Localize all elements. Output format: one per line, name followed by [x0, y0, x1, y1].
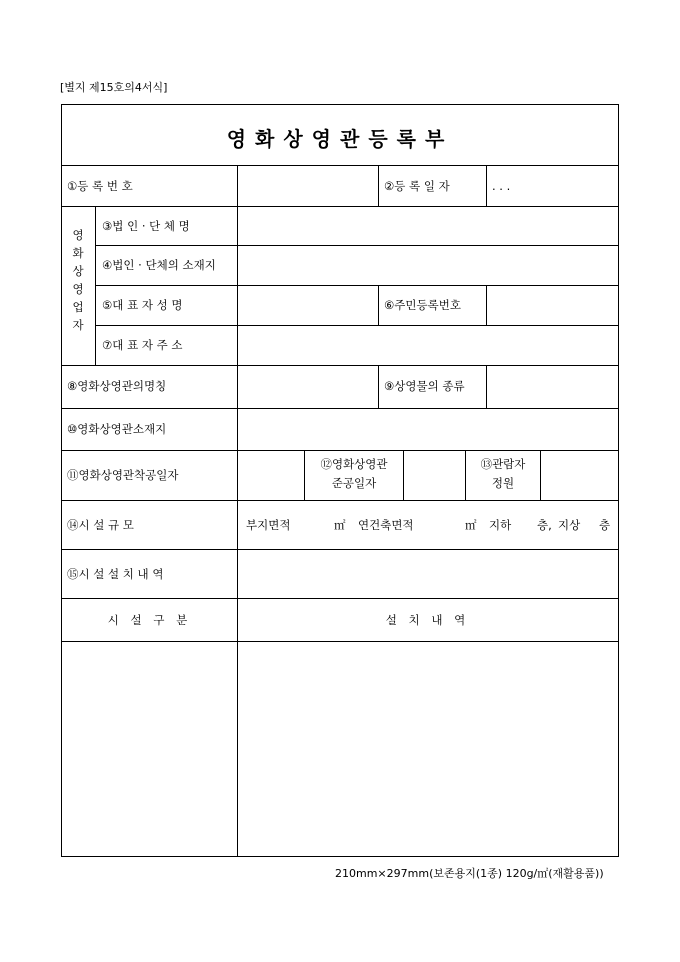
- floor-area-label: 연건축면적: [358, 518, 414, 532]
- column-divider: [237, 165, 238, 856]
- column-divider: [378, 365, 379, 408]
- site-area-label: 부지면적: [246, 518, 291, 532]
- capacity-label-line2: 정원: [491, 476, 515, 490]
- column-divider: [486, 285, 487, 325]
- divider: [62, 450, 618, 451]
- m2-unit: ㎡: [334, 518, 346, 532]
- divider: [62, 365, 618, 366]
- completion-date-label-line2: 준공일자: [331, 476, 377, 490]
- representative-name-label: ⑤대 표 자 성 명: [102, 298, 183, 312]
- facility-scale-label: ⑭시 설 규 모: [67, 518, 134, 532]
- divider: [62, 500, 618, 501]
- divider: [95, 325, 618, 326]
- column-divider: [95, 206, 96, 365]
- registry-form: [61, 104, 619, 857]
- column-divider: [378, 285, 379, 325]
- cinema-name-label: ⑧영화상영관의명칭: [67, 379, 167, 393]
- form-number-label: [별지 제15호의4서식]: [60, 81, 168, 94]
- divider: [95, 285, 618, 286]
- above-ground-label: 지상: [558, 518, 581, 532]
- representative-address-label: ⑦대 표 자 주 소: [102, 338, 183, 352]
- column-divider: [486, 165, 487, 206]
- corporation-address-label: ④법인 · 단체의 소재지: [102, 258, 216, 272]
- completion-date-label-line1: ⑫영화상영관: [320, 457, 388, 471]
- floor-unit: 층,: [537, 518, 552, 532]
- corporation-name-label: ③법 인 · 단 체 명: [102, 219, 190, 233]
- divider: [95, 245, 618, 246]
- column-divider: [378, 165, 379, 206]
- operator-group-label: 영 화 상 영 업 자: [72, 228, 84, 332]
- m2-unit: ㎡: [465, 518, 477, 532]
- paper-spec-footer: 210mm×297mm(보존용지(1종) 120g/㎡(재활용품)): [335, 867, 604, 880]
- form-title: 영화상영관등록부: [226, 127, 454, 151]
- registration-date-value: . . .: [492, 179, 511, 193]
- divider: [62, 549, 618, 550]
- divider: [62, 641, 618, 642]
- divider: [62, 165, 618, 166]
- column-divider: [486, 365, 487, 408]
- screening-type-label: ⑨상영물의 종류: [384, 379, 465, 393]
- capacity-label-line1: ⑬관람자: [480, 457, 526, 471]
- resident-number-label: ⑥주민등록번호: [384, 298, 461, 312]
- facility-details-label: ⑮시 설 설 치 내 역: [67, 567, 164, 581]
- facility-category-header: 시 설 구 분: [107, 613, 192, 627]
- installation-details-header: 설 치 내 역: [385, 613, 470, 627]
- construction-start-label: ⑪영화상영관착공일자: [67, 468, 179, 482]
- registration-date-label: ②등 록 일 자: [384, 179, 450, 193]
- divider: [62, 206, 618, 207]
- cinema-address-label: ⑩영화상영관소재지: [67, 422, 167, 436]
- registration-number-label: ①등 록 번 호: [67, 179, 133, 193]
- basement-label: 지하: [489, 518, 512, 532]
- divider: [62, 598, 618, 599]
- floor-unit: 층: [599, 518, 611, 532]
- divider: [62, 408, 618, 409]
